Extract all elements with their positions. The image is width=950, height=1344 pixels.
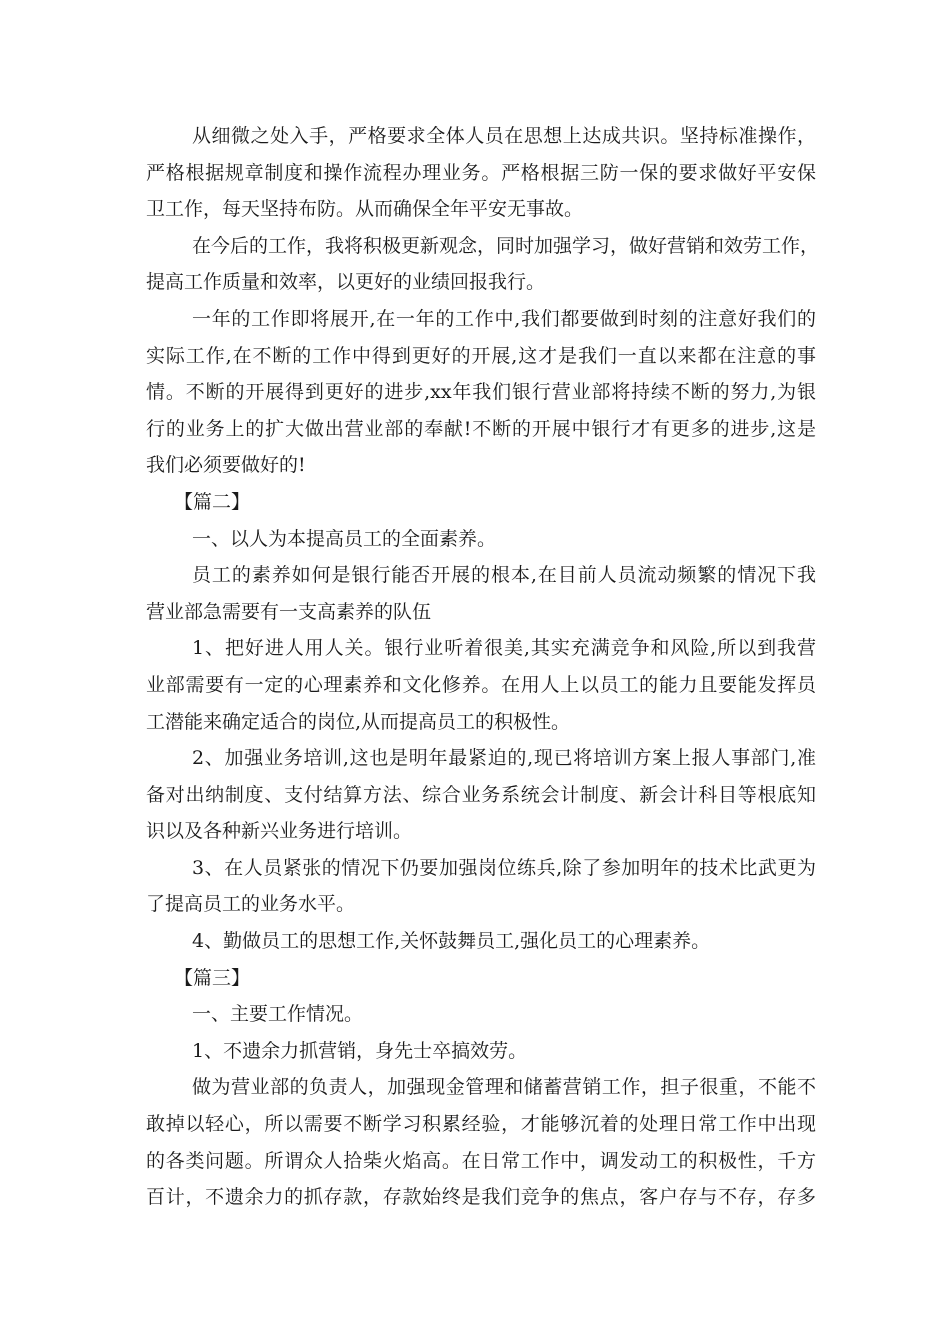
text-line: 一、主要工作情况。	[192, 1003, 364, 1026]
text-line: 行的业务上的扩大做出营业部的奉献!不断的开展中银行才有更多的进步,这是	[146, 417, 816, 440]
text-line: 工潜能来确定适合的岗位,从而提高员工的积极性。	[146, 710, 571, 733]
text-line: 一、以人为本提高员工的全面素养。	[192, 527, 497, 550]
text-line: 3、在人员紧张的情况下仍要加强岗位练兵,除了参加明年的技术比武更为	[192, 856, 816, 879]
section-heading: 【篇三】	[174, 966, 251, 989]
text-line: 一年的工作即将展开,在一年的工作中,我们都要做到时刻的注意好我们的	[192, 307, 816, 330]
text-line: 识以及各种新兴业务进行培训。	[146, 820, 413, 843]
text-line: 1、把好进人用人关。银行业听着很美,其实充满竞争和风险,所以到我营	[192, 637, 816, 660]
text-line: 的各类问题。所谓众人拾柴火焰高。在日常工作中，调发动工的积极性，千方	[146, 1149, 816, 1172]
text-line: 提高工作质量和效率，以更好的业绩回报我行。	[146, 271, 546, 294]
text-line: 情。不断的开展得到更好的进步,xx年我们银行营业部将持续不断的努力,为银	[146, 381, 816, 404]
text-line: 百计，不遗余力的抓存款，存款始终是我们竞争的焦点，客户存与不存，存多	[146, 1186, 816, 1209]
text-line: 实际工作,在不断的工作中得到更好的开展,这才是我们一直以来都在注意的事	[146, 344, 816, 367]
text-line: 营业部急需要有一支高素养的队伍	[146, 600, 432, 623]
text-line: 敢掉以轻心，所以需要不断学习积累经验，才能够沉着的处理日常工作中出现	[146, 1113, 816, 1136]
text-line: 从细微之处入手，严格要求全体人员在思想上达成共识。坚持标准操作，	[192, 125, 816, 147]
text-line: 了提高员工的业务水平。	[146, 893, 356, 916]
text-line: 1、不遗余力抓营销，身先士卒搞效劳。	[192, 1039, 528, 1062]
text-line: 我们必须要做好的!	[146, 454, 306, 477]
text-line: 4、勤做员工的思想工作,关怀鼓舞员工,强化员工的心理素养。	[192, 930, 711, 953]
text-line: 在今后的工作，我将积极更新观念，同时加强学习，做好营销和效劳工作，	[192, 234, 820, 257]
text-line: 卫工作，每天坚持布防。从而确保全年平安无事故。	[146, 198, 584, 221]
text-line: 业部需要有一定的心理素养和文化修养。在用人上以员工的能力且要能发挥员	[146, 673, 816, 696]
section-heading: 【篇二】	[174, 490, 251, 513]
text-line: 2、加强业务培训,这也是明年最紧迫的,现已将培训方案上报人事部门,准	[192, 747, 816, 770]
text-line: 严格根据规章制度和操作流程办理业务。严格根据三防一保的要求做好平安保	[146, 161, 816, 184]
text-line: 做为营业部的负责人，加强现金管理和储蓄营销工作，担子很重，不能不	[192, 1076, 816, 1099]
text-line: 备对出纳制度、支付结算方法、综合业务系统会计制度、新会计科目等根底知	[146, 783, 816, 806]
document-body	[146, 118, 820, 1216]
text-line: 员工的素养如何是银行能否开展的根本,在目前人员流动频繁的情况下我	[192, 564, 816, 587]
